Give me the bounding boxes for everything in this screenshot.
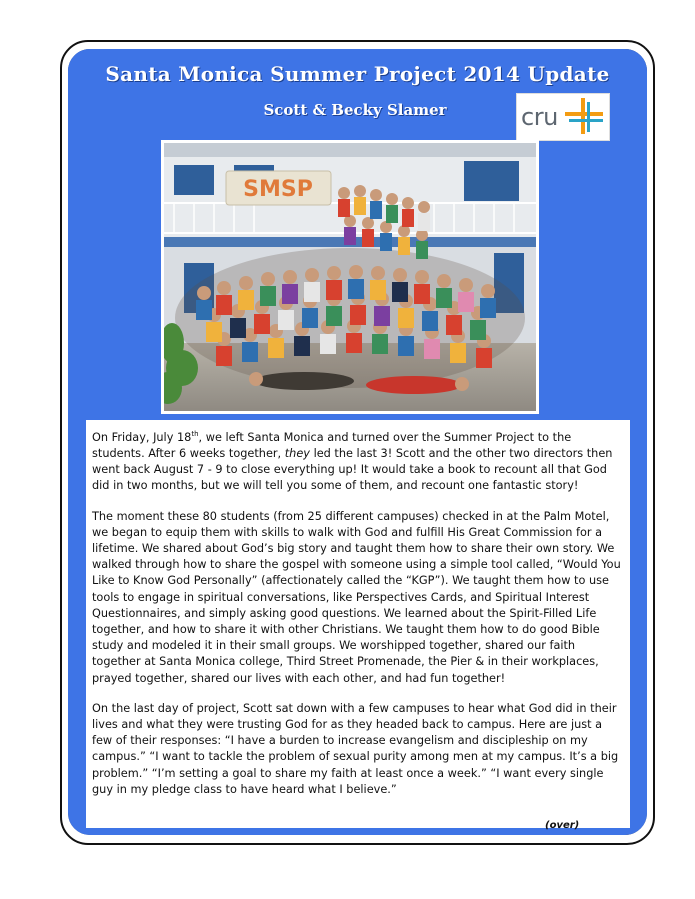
cross-icon xyxy=(563,96,609,138)
p1-text-b: , we left Santa Monica and turned over the Summer Project to the students. After 6 weeks together, xyxy=(92,430,572,460)
cru-logo-text: cru xyxy=(521,103,558,131)
paragraph-3: On the last day of project, Scott sat down with a few campuses to hear what God did in their lives and what they were trusting God for as they headed back to campus. Here are just a few of their responses: “I have a burden to increase evangelism and discipleship on my campus.” “I want to tackle the problem of sexual purity among men at my campus. It’s a big problem.” “I’m setting a goal to share my faith at least once a week.” “I want every single guy in my pledge class to have heard what I believe.” xyxy=(92,701,619,796)
p1-superscript: th xyxy=(191,430,199,438)
p1-emphasis: they xyxy=(284,446,310,460)
p1-text-c: led the last 3! Scott and the other two directors then went back August 7 - 9 to close everything up! It would take a book to recount all that God did in two months, but we will tell you some of them, and recount one fantastic story! xyxy=(92,446,613,493)
smsp-banner-text: SMSP xyxy=(243,177,313,202)
page-title: Santa Monica Summer Project 2014 Update xyxy=(105,62,610,86)
cru-logo xyxy=(516,93,610,141)
paragraph-2: The moment these 80 students (from 25 different campuses) checked in at the Palm Motel, we began to equip them with skills to walk with God and fulfill His Great Commission for a lifetime. We shared about God’s big story and taught them how to share their own story. We walked through how to share the gospel with someone using a simple tool called, “Would You Like to Know God Personally” (affectionately called the “KGP”). We taught them how to use tools to engage in spiritual conversations, like Perspectives Cards, and Spiritual Interest Questionnaires, and simply asking good questions. We learned about the Spirit-Filled Life together, and how to share it with other Christians. We taught them how to do good Bible study and modeled it in their small groups. We worshipped together, shared our faith together at Santa Monica college, Third Street Promenade, the Pier & in their workplaces, prayed together, shared our lives with each other, and had fun together! xyxy=(92,509,621,685)
article-body xyxy=(92,426,624,812)
paragraph-1 xyxy=(92,426,624,495)
group-photo xyxy=(161,140,539,414)
p1-text-a: On Friday, July 18 xyxy=(92,430,192,444)
page-subtitle: Scott & Becky Slamer xyxy=(263,101,447,119)
over-label: (over) xyxy=(545,820,580,831)
